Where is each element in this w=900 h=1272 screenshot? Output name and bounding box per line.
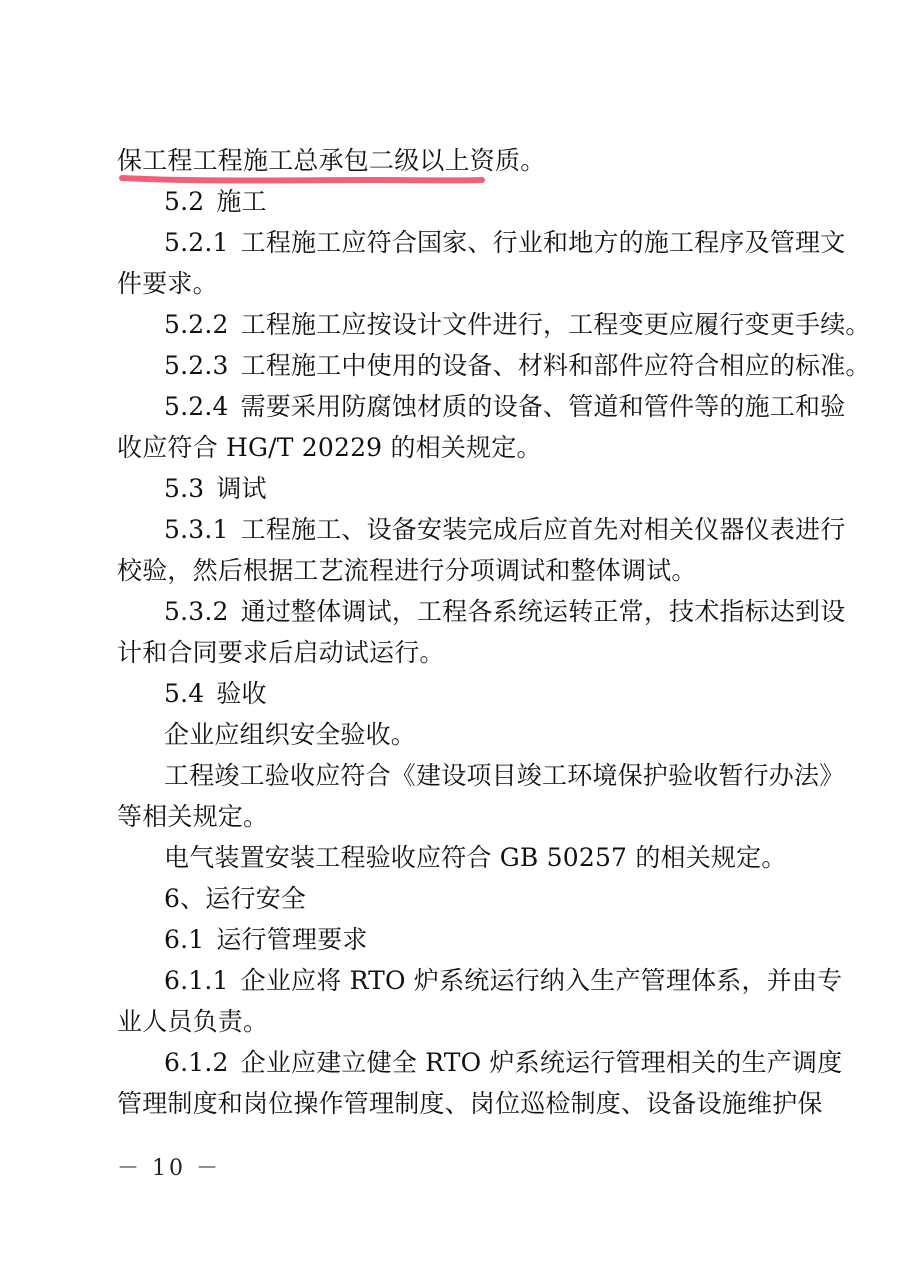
body-line (117, 146, 545, 176)
clause-number: 5.3.1 (164, 515, 229, 544)
clause-number: 5.3.2 (164, 597, 229, 626)
line-text: 企业应建立健全 RTO 炉系统运行管理相关的生产调度 (240, 1048, 843, 1077)
section-number: 5.2 (164, 187, 205, 216)
clause-line (164, 966, 842, 996)
line-text: 通过整体调试，工程各系统运转正常，技术指标达到设 (240, 597, 846, 626)
section-heading (164, 474, 267, 504)
line-text: 等相关规定。 (117, 802, 269, 831)
clause-line (164, 392, 845, 422)
clause-line (164, 515, 845, 545)
clause-number: 5.2.4 (164, 392, 229, 421)
clause-number: 6.1.1 (164, 966, 229, 995)
line-text: 工程竣工验收应符合《建设项目竣工环境保护验收暂行办法》 (164, 761, 845, 790)
body-line (117, 1089, 823, 1119)
section-heading (164, 187, 267, 217)
line-text: 企业应组织安全验收。 (164, 720, 417, 749)
section-title: 施工 (216, 187, 267, 216)
line-text: 企业应将 RTO 炉系统运行纳入生产管理体系，并由专 (240, 966, 843, 995)
clause-number: 5.2.2 (164, 310, 229, 339)
line-text: 管理制度和岗位操作管理制度、岗位巡检制度、设备设施维护保 (117, 1089, 823, 1118)
line-text: 计和合同要求后启动试运行。 (117, 638, 445, 667)
line-text: 需要采用防腐蚀材质的设备、管道和管件等的施工和验 (240, 392, 846, 421)
section-number: 6.1 (164, 925, 205, 954)
chapter-title: 6、运行安全 (164, 884, 307, 913)
body-line (117, 433, 542, 463)
clause-line (164, 228, 845, 258)
line-text: 收应符合 HG/T 20229 的相关规定。 (117, 433, 542, 462)
line-text: 工程施工应按设计文件进行，工程变更应履行变更手续。 (240, 310, 871, 339)
clause-line (164, 351, 871, 381)
line-text: 工程施工应符合国家、行业和地方的施工程序及管理文 (240, 228, 846, 257)
body-line (117, 269, 218, 299)
section-number: 5.4 (164, 679, 205, 708)
clause-number: 6.1.2 (164, 1048, 229, 1077)
line-text: 电气装置安装工程验收应符合 GB 50257 的相关规定。 (164, 843, 787, 872)
line-text: 工程施工、设备安装完成后应首先对相关仪器仪表进行 (240, 515, 846, 544)
line-text: 保工程工程施工总承包二级以上资质。 (117, 146, 546, 175)
body-line (117, 802, 268, 832)
line-text: 业人员负责。 (117, 1007, 269, 1036)
clause-line (164, 597, 845, 627)
section-title: 验收 (216, 679, 267, 708)
body-line (164, 720, 416, 750)
clause-line (164, 310, 871, 340)
clause-number: 5.2.1 (164, 228, 229, 257)
line-text: 件要求。 (117, 269, 218, 298)
section-heading (164, 925, 368, 955)
chapter-heading (164, 884, 306, 914)
clause-line (164, 1048, 842, 1078)
page-number: － 10 － (117, 1156, 221, 1181)
line-text: 工程施工中使用的设备、材料和部件应符合相应的标准。 (240, 351, 871, 380)
section-title: 调试 (216, 474, 267, 503)
body-line (117, 638, 445, 668)
section-number: 5.3 (164, 474, 205, 503)
body-line (117, 556, 697, 586)
clause-number: 5.2.3 (164, 351, 229, 380)
body-line (164, 843, 787, 873)
line-text: 校验，然后根据工艺流程进行分项调试和整体调试。 (117, 556, 697, 585)
body-line (164, 761, 844, 791)
body-line (117, 1007, 268, 1037)
section-title: 运行管理要求 (216, 925, 368, 954)
section-heading (164, 679, 267, 709)
